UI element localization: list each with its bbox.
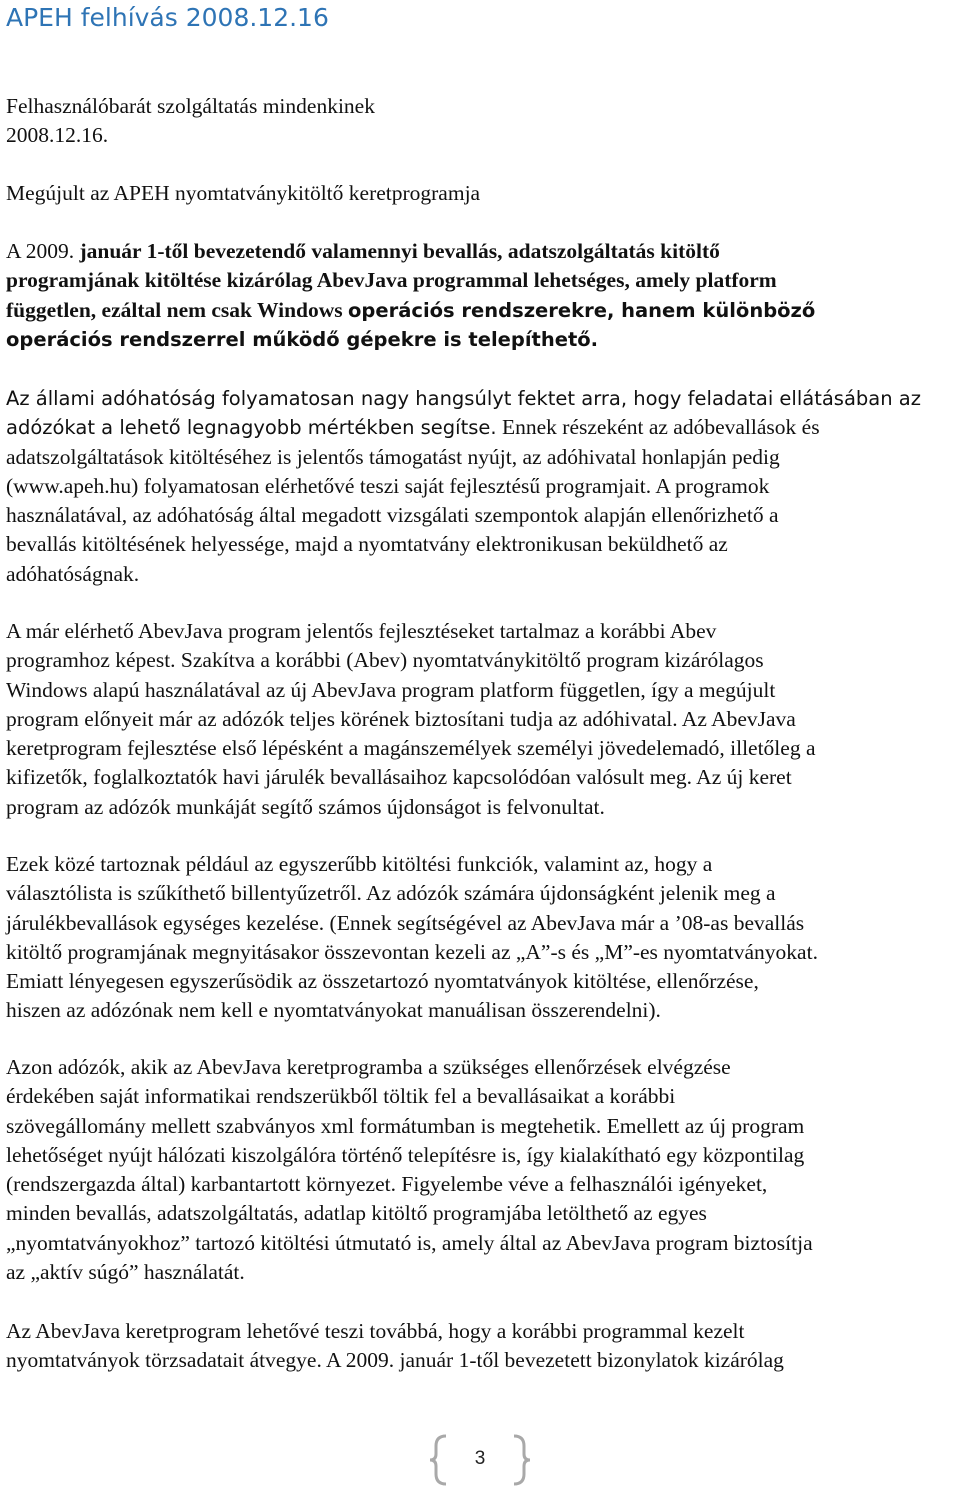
lead-prefix: A 2009.	[6, 239, 80, 263]
paragraph-2-serif-text: Ennek részeként az adóbevallások és adatszolgáltatások kitöltéséhez is jelentős támogatást nyújt, az adóhivatal honlapján pedig (www.apeh.hu) folyamatosan elérhetővé teszi saját fejlesztésű programjait. A programok használatával, az adóhatóság által megadott vizsgálati szempontok alapján ellenőrizhető a bevallás kitöltésének helyessége, majd a nyomtatvány elektronikusan beküldhető az adóhatóságnak.	[6, 415, 820, 586]
lead-paragraph	[6, 237, 951, 354]
subtitle: Felhasználóbarát szolgáltatás mindenkinek	[6, 94, 375, 118]
page-footer	[430, 1432, 530, 1488]
paragraph-4: Ezek közé tartoznak például az egyszerűbb kitöltési funkciók, valamint az, hogy a választólista is szűkíthető billentyűzetről. Az adózók számára újdonságként jelenik meg a járulékbevallások egységes kezelése. (Ennek segítségével az AbevJava már a ’08-as bevallás kitöltő programjának megnyitásakor összevontan kezeli az „A”-s és „M”-es nyomtatványokat. Emiatt lényegesen egyszerűsödik az összetartozó nyomtatványok kitöltése, ellenőrzése, hiszen az adózónak nem kell e nyomtatványokat manuálisan összerendelni).	[6, 852, 818, 1023]
page-number: 3	[474, 1448, 486, 1469]
document-title: APEH felhívás 2008.12.16	[6, 3, 329, 32]
paragraph-2-sans-text: Az állami adóhatóság folyamatosan nagy hangsúlyt fektet arra, hogy feladatai ellátásában az adózókat a lehető legnagyobb mértékben segítse.	[6, 387, 921, 440]
paragraph-6: Az AbevJava keretprogram lehetővé teszi továbbá, hogy a korábbi programmal kezelt nyomtatványok törzsadatait átvegye. A 2009. január 1-től bevezetett bizonylatok kizárólag	[6, 1319, 784, 1373]
paragraph-2	[6, 384, 951, 589]
paragraph-3: A már elérhető AbevJava program jelentős fejlesztéseket tartalmaz a korábbi Abev programhoz képest. Szakítva a korábbi (Abev) nyomtatványkitöltő program kizárólagos Windows alapú használatával az új AbevJava program platform független, így a megújult program előnyeit már az adózók teljes körének biztosítani tudja az adóhivatal. Az AbevJava keretprogram fejlesztése első lépésként a magánszemélyek személyi jövedelemadó, illetőleg a kifizetők, foglalkoztatók havi járulék bevallásaihoz kapcsolódóan valósult meg. Az új keret program az adózók munkáját segítő számos újdonságot is felvonultat.	[6, 619, 816, 819]
headline: Megújult az APEH nyomtatványkitöltő keretprogramja	[6, 181, 481, 205]
date-line: 2008.12.16.	[6, 123, 109, 147]
paragraph-5: Azon adózók, akik az AbevJava keretprogramba a szükséges ellenőrzések elvégzése érdekében saját informatikai rendszerükből töltik fel a bevallásaikat a korábbi szövegállomány mellett szabványos xml formátumban is megtehetik. Emellett az új program lehetőséget nyújt hálózati kiszolgálóra történő telepítésre is, így kialakítható egy központilag (rendszergazda által) karbantartott környezet. Figyelembe véve a felhasználói igényeket, minden bevallás, adatszolgáltatás, adatlap kitöltő programjába letölthető az egyes „nyomtatványokhoz” tartozó kitöltési útmutató is, amely által az AbevJava program biztosítja az „aktív súgó” használatát.	[6, 1055, 813, 1285]
lead-bold-text-2: operációs rendszerekre, hanem különböző operációs rendszerrel működő gépekre is telepíthető.	[6, 298, 816, 351]
lead-bold-text-1: január 1-től bevezetendő valamennyi bevallás, adatszolgáltatás kitöltő programjának kitöltése kizárólag AbevJava programmal lehetséges, amely platform független, ezáltal nem csak Windows	[6, 239, 777, 322]
